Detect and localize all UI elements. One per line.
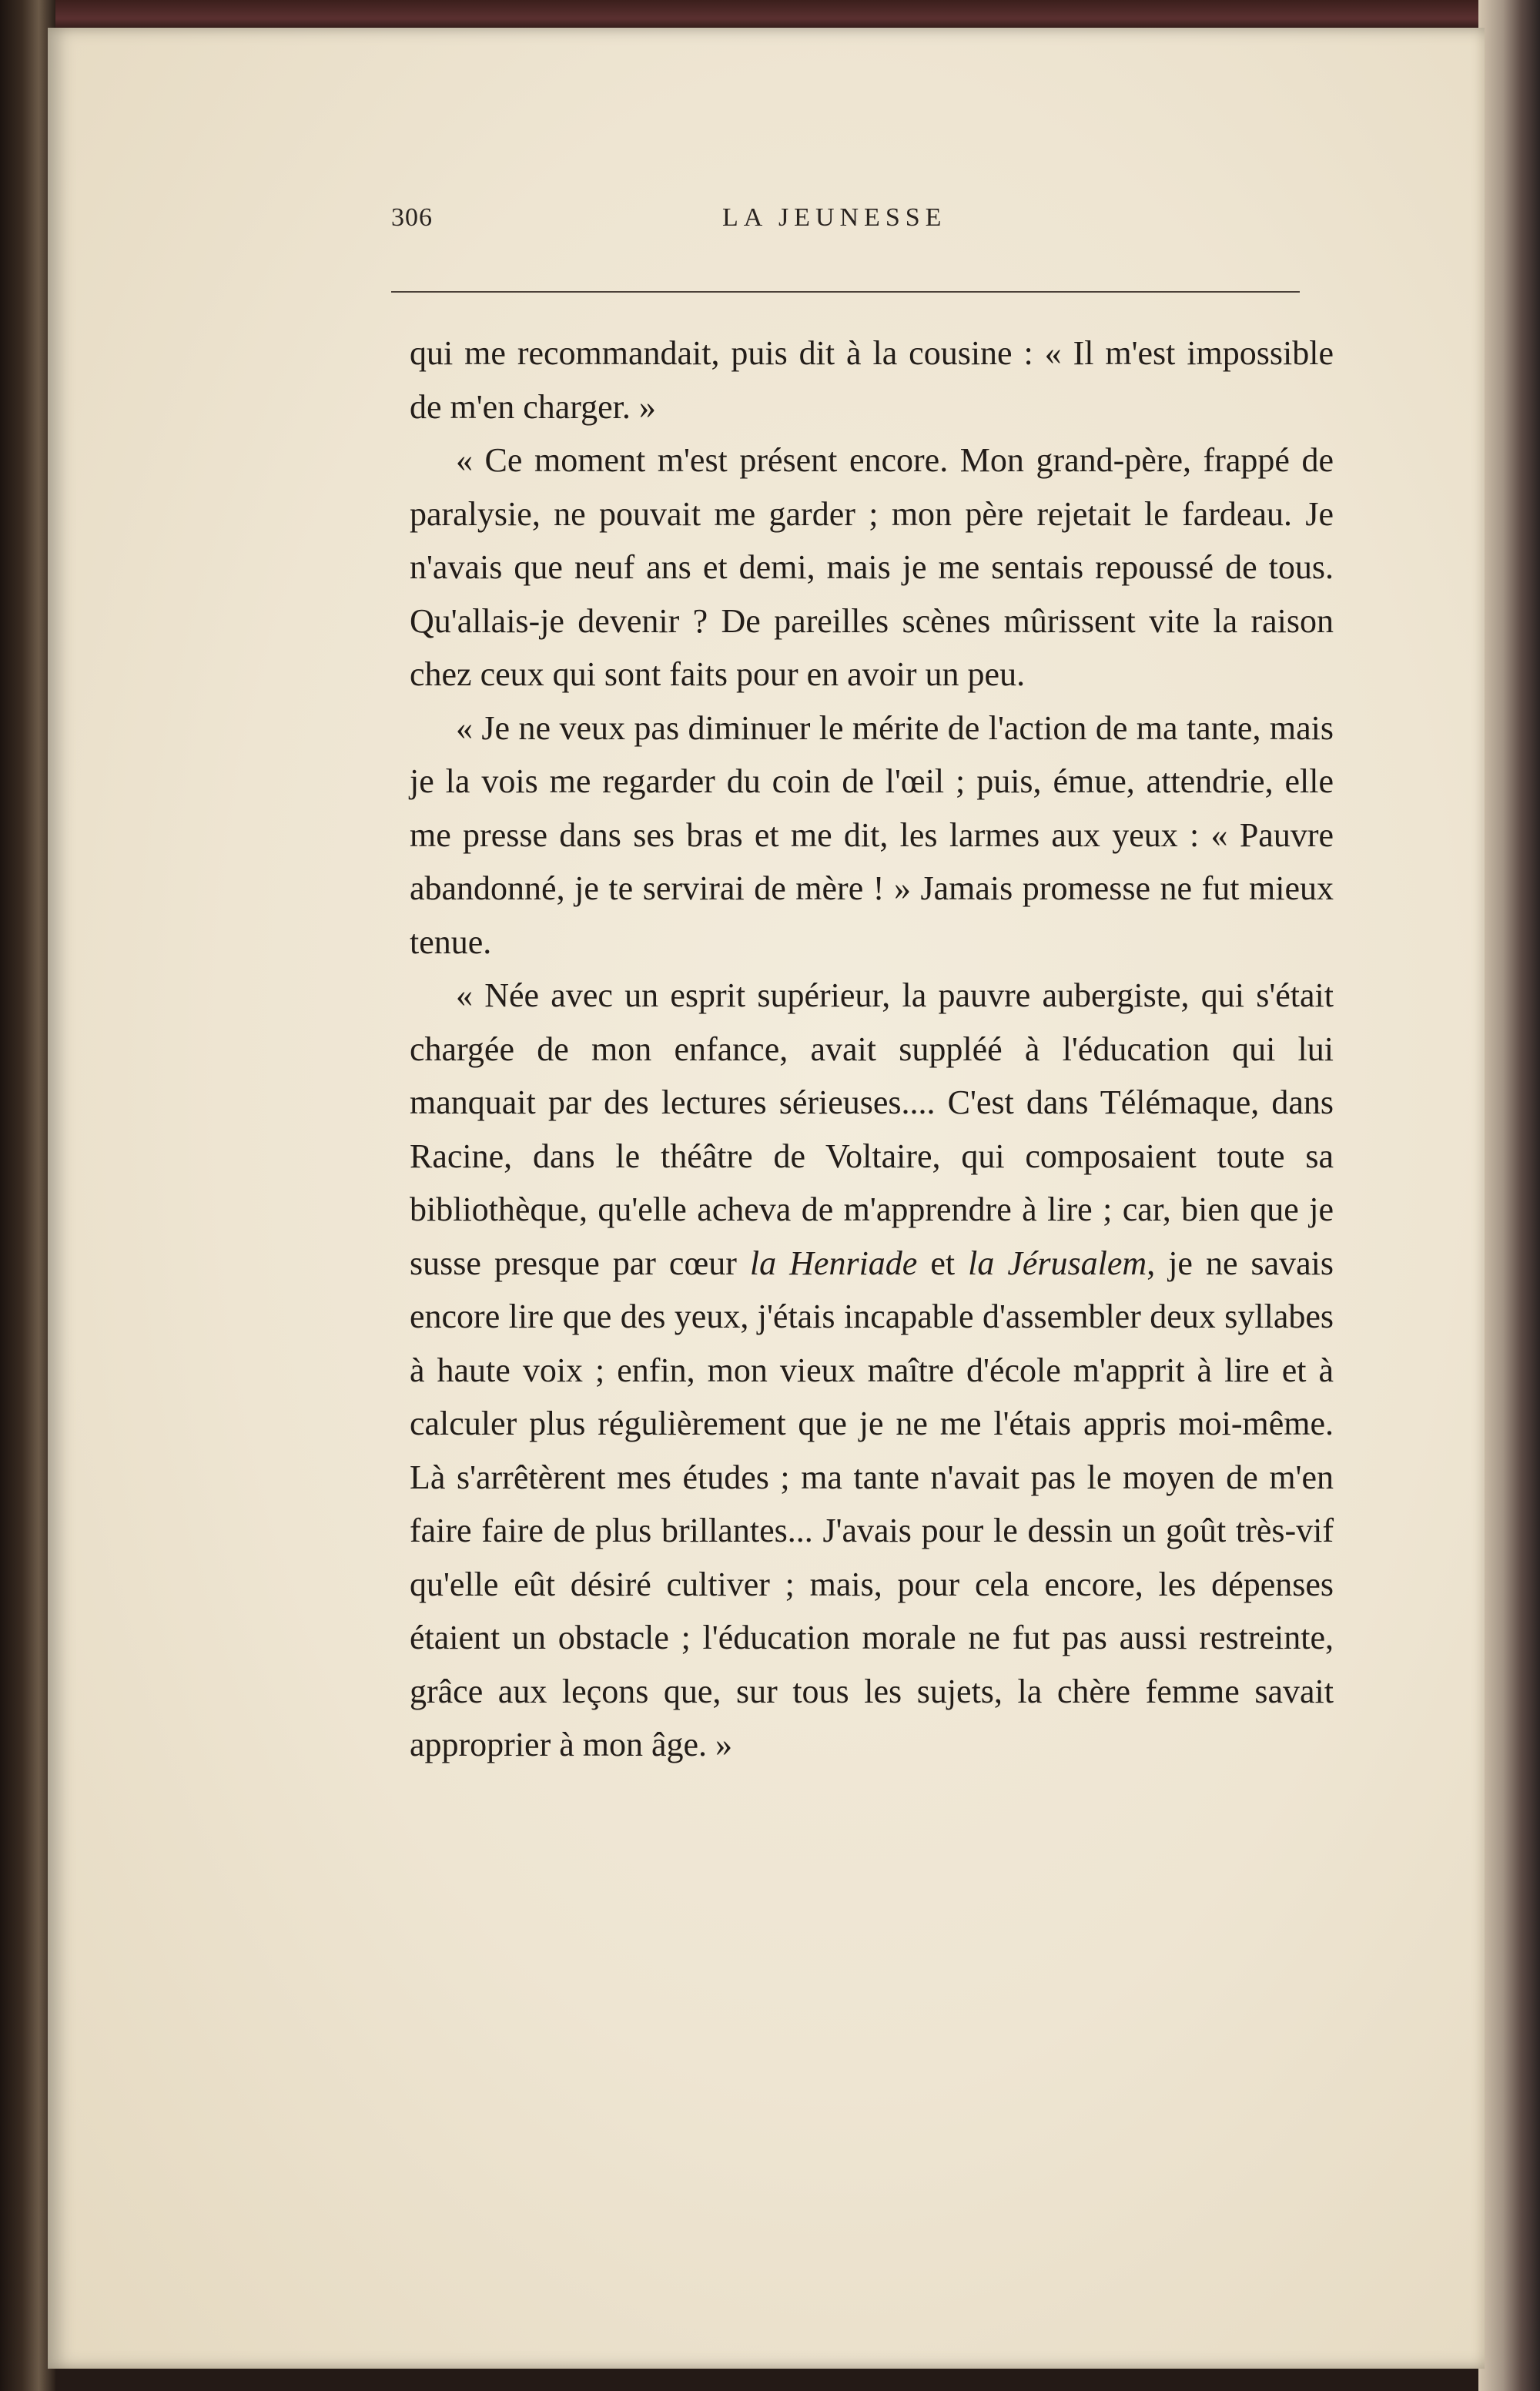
paragraph bbox=[410, 327, 1334, 434]
running-head: LA JEUNESSE bbox=[722, 203, 947, 232]
text-segment: « Née avec un esprit supérieur, la pauvre aubergiste, qui s'était chargée de mon enfance, avait suppléé à l'éducation qui lui manquait par des lectures sérieuses.... C'est dans Télémaque, dans Racine, dans le théâtre de Voltaire, qui composaient toute sa bibliothèque, qu'elle acheva de m'apprendre à lire ; car, bien que je susse presque par cœur bbox=[410, 976, 1334, 1282]
paragraph bbox=[410, 434, 1334, 702]
page-number: 306 bbox=[391, 203, 433, 232]
text-segment: , je ne savais encore lire que des yeux, j'étais incapable d'assembler deux syllabes à haute voix ; enfin, mon vieux maître d'école m'apprit à lire et à calculer plus régulièrement que je ne me l'étais appris moi-même. Là s'arrêtèrent mes études ; ma tante n'avait pas le moyen de m'en faire faire de plus brillantes... J'avais pour le dessin un goût très-vif qu'elle eût désiré cultiver ; mais, pour cela encore, les dépenses étaient un obstacle ; l'éducation morale ne fut pas aussi restreinte, grâce aux leçons que, sur tous les sujets, la chère femme savait approprier à mon âge. » bbox=[410, 1244, 1334, 1763]
italic-title: la Henriade bbox=[749, 1244, 918, 1282]
italic-title: la Jérusalem bbox=[968, 1244, 1147, 1282]
text-segment: « Ce moment m'est présent encore. Mon grand-père, frappé de paralysie, ne pouvait me garder ; mon père rejetait le fardeau. Je n'avais que neuf ans et demi, mais je me sentais repoussé de tous. Qu'allais-je devenir ? De pareilles scènes mûrissent vite la raison chez ceux qui sont faits pour en avoir un peu. bbox=[410, 441, 1334, 693]
paragraph bbox=[410, 969, 1334, 1772]
header-rule bbox=[391, 291, 1300, 293]
text-segment: « Je ne veux pas diminuer le mérite de l'action de ma tante, mais je la vois me regarder du coin de l'œil ; puis, émue, attendrie, elle me presse dans ses bras et me dit, les larmes aux yeux : « Pauvre abandonné, je te servirai de mère ! » Jamais promesse ne fut mieux tenue. bbox=[410, 708, 1334, 961]
body-text bbox=[410, 327, 1334, 1772]
page-header bbox=[391, 203, 1300, 257]
book-page-edges-right bbox=[1478, 0, 1540, 2391]
text-segment: et bbox=[917, 1244, 969, 1282]
book-cover-top-edge bbox=[0, 0, 1540, 31]
paragraph bbox=[410, 702, 1334, 969]
text-segment: qui me recommandait, puis dit à la cousine : « Il m'est impossible de m'en charger. » bbox=[410, 334, 1334, 426]
